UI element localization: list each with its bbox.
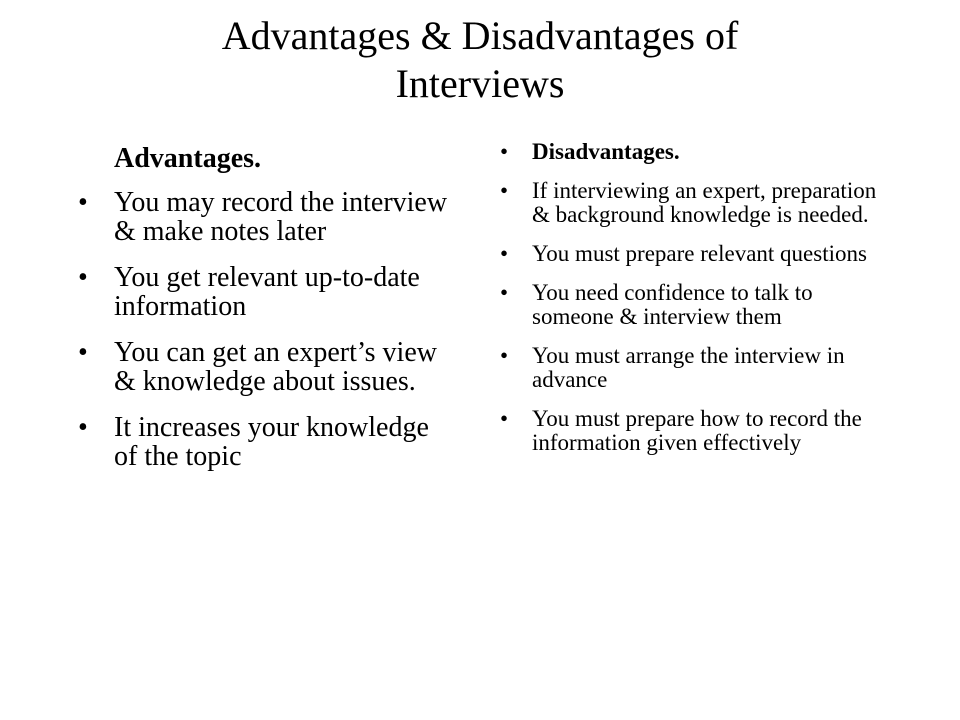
bullet-icon: • bbox=[500, 241, 509, 266]
advantages-column bbox=[78, 140, 458, 488]
disadvantage-item bbox=[496, 179, 896, 227]
bullet-icon: • bbox=[500, 280, 509, 305]
disadvantage-text: You must arrange the interview in advance bbox=[532, 343, 845, 392]
advantage-item bbox=[78, 263, 458, 321]
bullet-icon: • bbox=[78, 187, 88, 218]
disadvantages-column bbox=[496, 140, 896, 470]
slide-title-line-2: Interviews bbox=[395, 61, 565, 106]
slide-title-line-1: Advantages & Disadvantages of bbox=[221, 13, 739, 58]
disadvantage-item bbox=[496, 407, 896, 455]
disadvantage-item bbox=[496, 242, 896, 266]
bullet-icon: • bbox=[500, 406, 509, 431]
bullet-icon: • bbox=[500, 139, 509, 164]
advantage-item bbox=[78, 338, 458, 396]
bullet-icon: • bbox=[78, 262, 88, 293]
advantages-list bbox=[78, 188, 458, 471]
advantage-text: You can get an expert’s view & knowledge about issues. bbox=[114, 337, 437, 397]
bullet-icon: • bbox=[500, 178, 509, 203]
advantage-text: It increases your knowledge of the topic bbox=[114, 412, 429, 472]
advantages-heading: Advantages. bbox=[114, 143, 262, 174]
disadvantages-heading: Disadvantages. bbox=[532, 139, 680, 164]
advantage-text: You may record the interview & make notes later bbox=[114, 187, 448, 247]
disadvantage-item bbox=[496, 281, 896, 329]
disadvantage-text: You must prepare how to record the information given effectively bbox=[532, 406, 862, 455]
slide-title bbox=[60, 12, 900, 108]
disadvantage-text: You must prepare relevant questions bbox=[532, 241, 867, 266]
advantage-item bbox=[78, 413, 458, 471]
bullet-icon: • bbox=[78, 412, 88, 443]
disadvantage-text: You need confidence to talk to someone & interview them bbox=[532, 280, 813, 329]
bullet-icon: • bbox=[500, 343, 509, 368]
bullet-icon: • bbox=[78, 337, 88, 368]
disadvantage-item bbox=[496, 344, 896, 392]
disadvantages-heading-item bbox=[496, 140, 896, 164]
advantage-text: You get relevant up-to-date information bbox=[114, 262, 420, 322]
disadvantages-list bbox=[496, 140, 896, 455]
disadvantage-text: If interviewing an expert, preparation & background knowledge is needed. bbox=[532, 178, 877, 227]
advantage-item bbox=[78, 188, 458, 246]
